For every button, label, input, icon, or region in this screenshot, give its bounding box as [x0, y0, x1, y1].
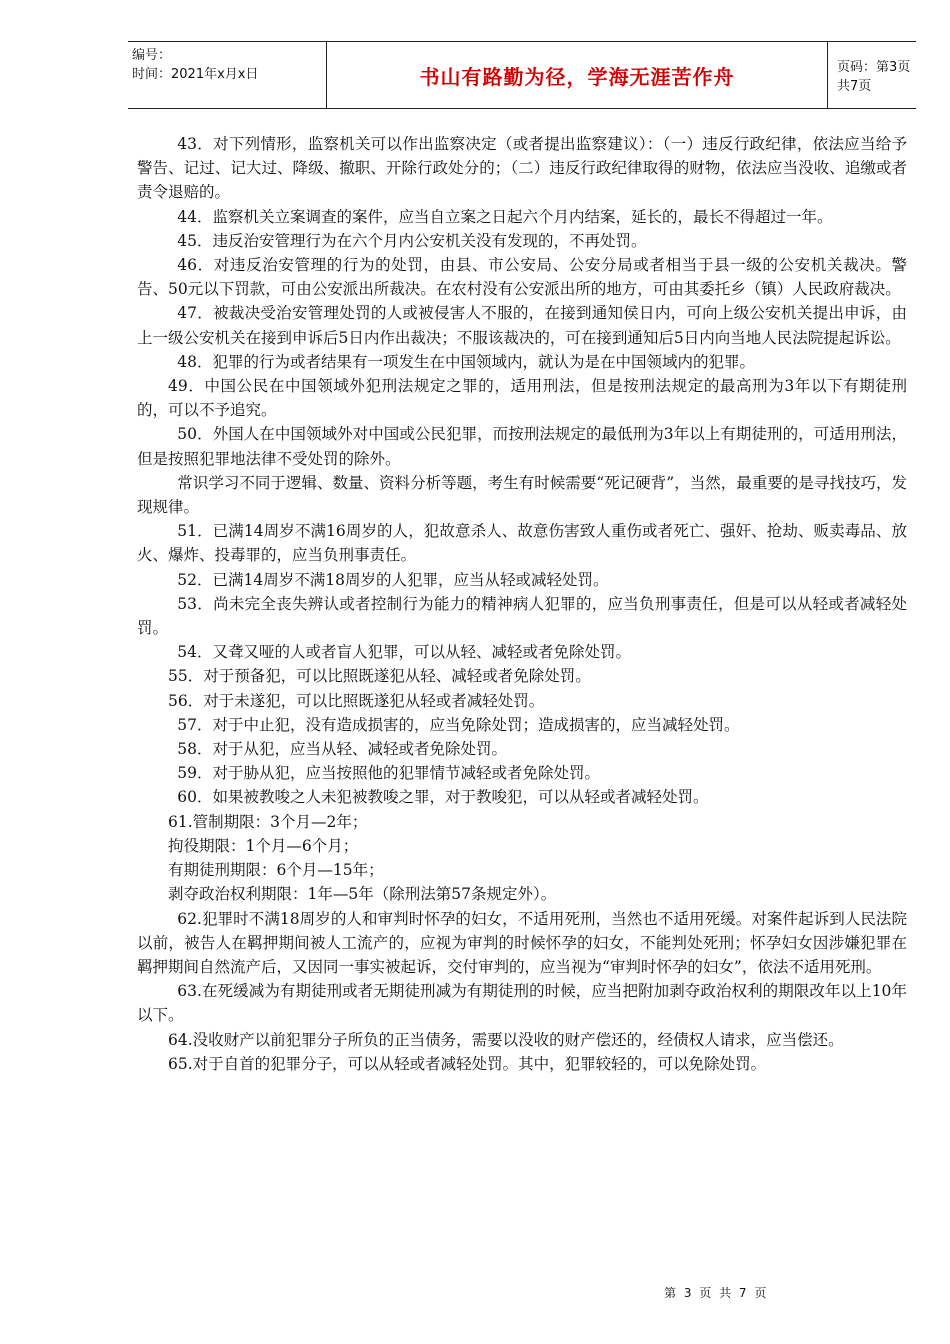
paragraph-52: 52．已满14周岁不满18周岁的人犯罪，应当从轻或减轻处罚。: [177, 570, 609, 589]
paragraph-61-imprisonment: 有期徒刑期限：6个月—15年；: [168, 861, 384, 880]
paragraph-64: 64.没收财产以前犯罪分子所负的正当债务，需要以没收的财产偿还的，经债权人请求，应当偿还。: [168, 1030, 844, 1049]
document-number-label: 编号：: [132, 48, 172, 63]
paragraph-47: 47．被裁决受治安管理处罚的人或被侵害人不服的，在接到通知侯日内，可向上级公安机关提出申诉，由上一级公安机关在接到申诉后5日内作出裁决；不服该裁决的，可在接到通知后5日内向当地人民法院提起诉讼。: [137, 304, 907, 347]
paragraph-63: 63.在死缓减为有期徒刑或者无期徒刑减为有期徒刑的时候，应当把附加剥夺政治权利的期限改年以上10年以下。: [137, 982, 907, 1025]
paragraph-54: 54．又聋又哑的人或者盲人犯罪，可以从轻、减轻或者免除处罚。: [177, 643, 632, 662]
header-meta: [128, 42, 326, 108]
header-page-info: 页码：第3页 共7页: [837, 60, 911, 94]
paragraph-62: 62.犯罪时不满18周岁的人和审判时怀孕的妇女，不适用死刑，当然也不适用死缓。对案件起诉到人民法院以前，被告人在羁押期间被人工流产的，应视为审判的时候怀孕的妇女，不能判处死刑；怀孕妇女因涉嫌犯罪在羁押期间自然流产后，又因同一事实被起诉，交付审判的，应当视为“审判时怀孕的妇女”，依法不适用死刑。: [137, 909, 907, 976]
paragraph-61: 61.管制期限：3个月—2年；: [168, 812, 368, 831]
document-body: [137, 132, 907, 1076]
paragraph-44: 44．监察机关立案调查的案件，应当自立案之日起六个月内结案，延长的，最长不得超过一年。: [177, 207, 833, 226]
paragraph-46: 46．对违反治安管理的行为的处罚，由县、市公安局、公安分局或者相当于县一级的公安机关裁决。警告、50元以下罚款，可由公安派出所裁决。在农村没有公安派出所的地方，可由其委托乡（镇）人民政府裁决。: [137, 256, 907, 299]
paragraph-50: 50．外国人在中国领域外对中国或公民犯罪，而按刑法规定的最低刑为3年以上有期徒刑的，可适用刑法，但是按照犯罪地法律不受处罚的除外。: [137, 425, 907, 468]
paragraph-48: 48．犯罪的行为或者结果有一项发生在中国领域内，就认为是在中国领域内的犯罪。: [177, 352, 756, 371]
page-header: [128, 41, 916, 109]
paragraph-45: 45．违反治安管理行为在六个月内公安机关没有发现的，不再处罚。: [177, 231, 647, 250]
paragraph-49: 49．中国公民在中国领域外犯刑法规定之罪的，适用刑法，但是按刑法规定的最高刑为3年以下有期徒刑的，可以不予追究。: [137, 377, 907, 420]
paragraph-56: 56．对于未遂犯，可以比照既遂犯从轻或者减轻处罚。: [168, 691, 545, 710]
header-page-info-cell: [827, 42, 916, 108]
document-time-label: 时间：2021年x月x日: [132, 67, 259, 82]
paragraph-59: 59．对于胁从犯，应当按照他的犯罪情节减轻或者免除处罚。: [177, 764, 601, 783]
paragraph-43: 43．对下列情形，监察机关可以作出监察决定（或者提出监察建议）：（一）违反行政纪律，依法应当给予警告、记过、记大过、降级、撤职、开除行政处分的；（二）违反行政纪律取得的财物，依法应当没收、追缴或者责令退赔的。: [137, 135, 907, 202]
page-footer: 第 3 页 共 7 页: [664, 1286, 769, 1300]
header-motto: 书山有路勤为径，学海无涯苦作舟: [419, 64, 735, 89]
paragraph-study-note: 常识学习不同于逻辑、数量、资料分析等题，考生有时候需要“死记硬背”，当然，最重要的是寻找技巧，发现规律。: [137, 473, 907, 517]
header-motto-cell: [326, 42, 828, 108]
paragraph-61-detention: 拘役期限：1个月—6个月；: [168, 836, 359, 855]
paragraph-61-deprivation: 剥夺政治权利期限：1年—5年（除刑法第57条规定外）。: [168, 885, 557, 904]
paragraph-53: 53．尚未完全丧失辨认或者控制行为能力的精神病人犯罪的，应当负刑事责任，但是可以从轻或者减轻处罚。: [137, 594, 907, 638]
paragraph-60: 60．如果被教唆之人未犯被教唆之罪，对于教唆犯，可以从轻或者减轻处罚。: [177, 788, 709, 807]
paragraph-55: 55．对于预备犯，可以比照既遂犯从轻、减轻或者免除处罚。: [168, 667, 591, 686]
paragraph-57: 57．对于中止犯，没有造成损害的，应当免除处罚；造成损害的，应当减轻处罚。: [177, 715, 740, 734]
paragraph-51: 51．已满14周岁不满16周岁的人，犯故意杀人、故意伤害致人重伤或者死亡、强奸、抢劫、贩卖毒品、放火、爆炸、投毒罪的，应当负刑事责任。: [137, 522, 907, 565]
paragraph-65: 65.对于自首的犯罪分子，可以从轻或者减轻处罚。其中，犯罪较轻的，可以免除处罚。: [168, 1054, 767, 1073]
paragraph-58: 58．对于从犯，应当从轻、减轻或者免除处罚。: [177, 740, 508, 759]
